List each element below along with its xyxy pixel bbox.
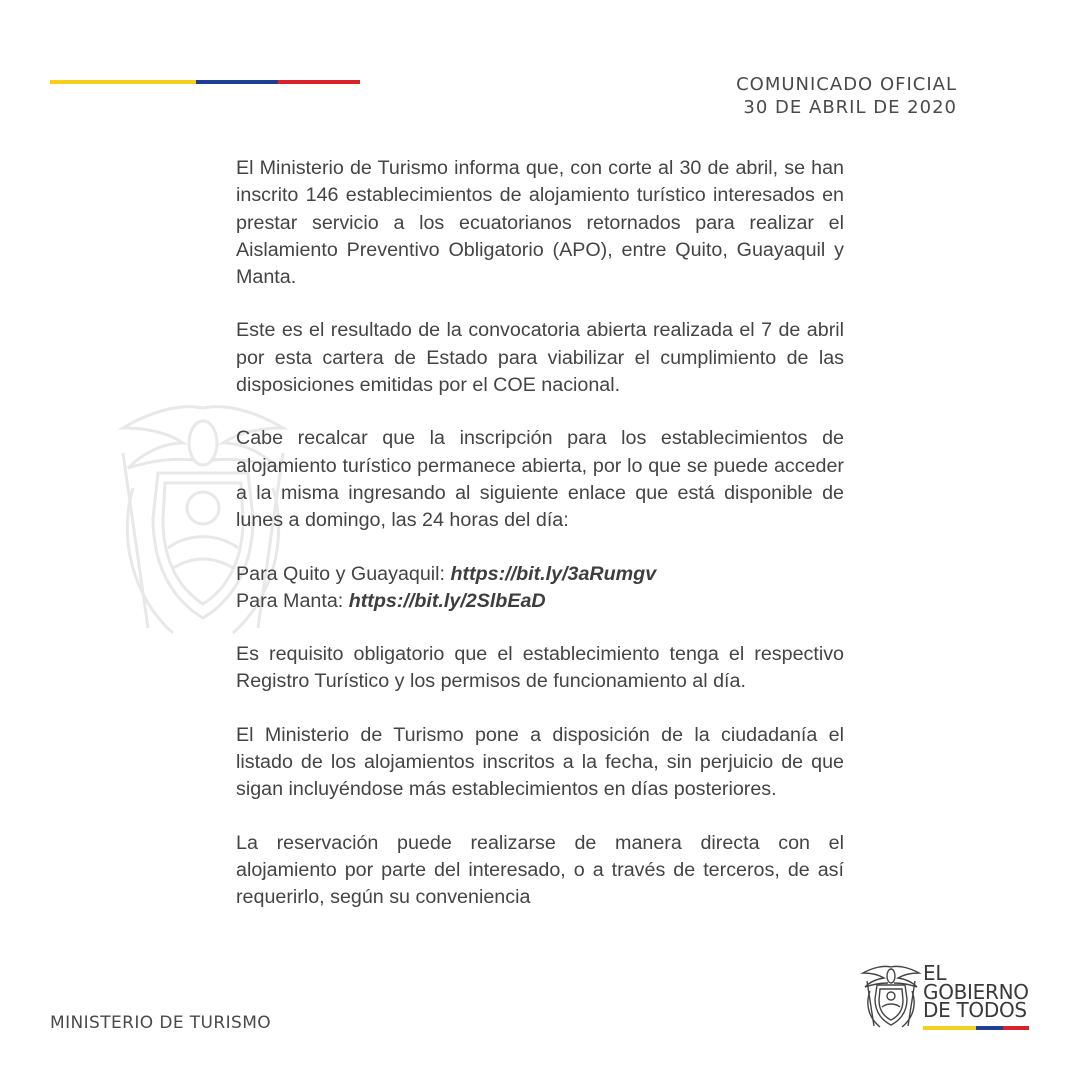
coat-of-arms-icon — [860, 963, 922, 1029]
paragraph-links — [236, 561, 844, 616]
header-title: COMUNICADO OFICIAL — [736, 74, 957, 95]
link-quito-guayaquil[interactable]: https://bit.ly/3aRumgv — [450, 562, 657, 585]
flag-stripe-yellow — [50, 80, 196, 84]
paragraph-registration-open: Cabe recalcar que la inscripción para los establecimientos de alojamiento turístico permanece abierta, por lo que se puede acceder a la misma ingresando al siguiente enlace que está disponible de lunes a domingo, las 24 horas del día: — [236, 427, 844, 532]
paragraph-requirements: Es requisito obligatorio que el establecimiento tenga el respectivo Registro Turístico y los permisos de funcionamiento al día. — [236, 643, 844, 693]
ministry-name: MINISTERIO DE TURISMO — [50, 1013, 272, 1033]
logo-stripe-yellow — [923, 1026, 976, 1030]
flag-stripe-blue — [196, 80, 278, 84]
paragraph-call-result: Este es el resultado de la convocatoria abierta realizada el 7 de abril por esta cartera de Estado para viabilizar el cumplimiento de las disposiciones emitidas por el COE nacional. — [236, 319, 844, 397]
logo-line-de-todos: DE TODOS — [923, 998, 1027, 1022]
logo-wordmark — [923, 961, 1029, 1022]
paragraph-listing: El Ministerio de Turismo pone a disposición de la ciudadanía el listado de los alojamientos inscritos a la fecha, sin perjuicio de que sigan incluyéndose más establecimientos en días posteriores. — [236, 723, 844, 801]
government-logo — [860, 963, 1035, 1035]
logo-stripe-red — [1003, 1026, 1030, 1030]
link-label-quito: Para Quito y Guayaquil: — [236, 562, 451, 585]
link-manta[interactable]: https://bit.ly/2SlbEaD — [348, 589, 546, 612]
logo-stripe-blue — [976, 1026, 1003, 1030]
document-header — [736, 73, 957, 119]
paragraph-registrations: El Ministerio de Turismo informa que, con corte al 30 de abril, se han inscrito 146 establecimientos de alojamiento turístico interesados en prestar servicio a los ecuatorianos retornados para realizar el Aislamiento Preventivo Obligatorio (APO), entre Quito, Guayaquil y Manta. — [236, 157, 844, 289]
logo-flag-stripe — [923, 1026, 1029, 1030]
flag-color-stripe — [50, 80, 360, 84]
link-label-manta: Para Manta: — [236, 589, 349, 612]
paragraph-reservation: La reservación puede realizarse de manera directa con el alojamiento por parte del interesado, o a través de terceros, de así requerirlo, según su conveniencia — [236, 831, 844, 909]
flag-stripe-red — [278, 80, 360, 84]
logo-line-el: EL — [923, 961, 947, 985]
communique-body — [236, 155, 844, 938]
logo-line-gobierno: GOBIERNO — [923, 979, 1029, 1004]
header-date: 30 DE ABRIL DE 2020 — [743, 97, 957, 118]
